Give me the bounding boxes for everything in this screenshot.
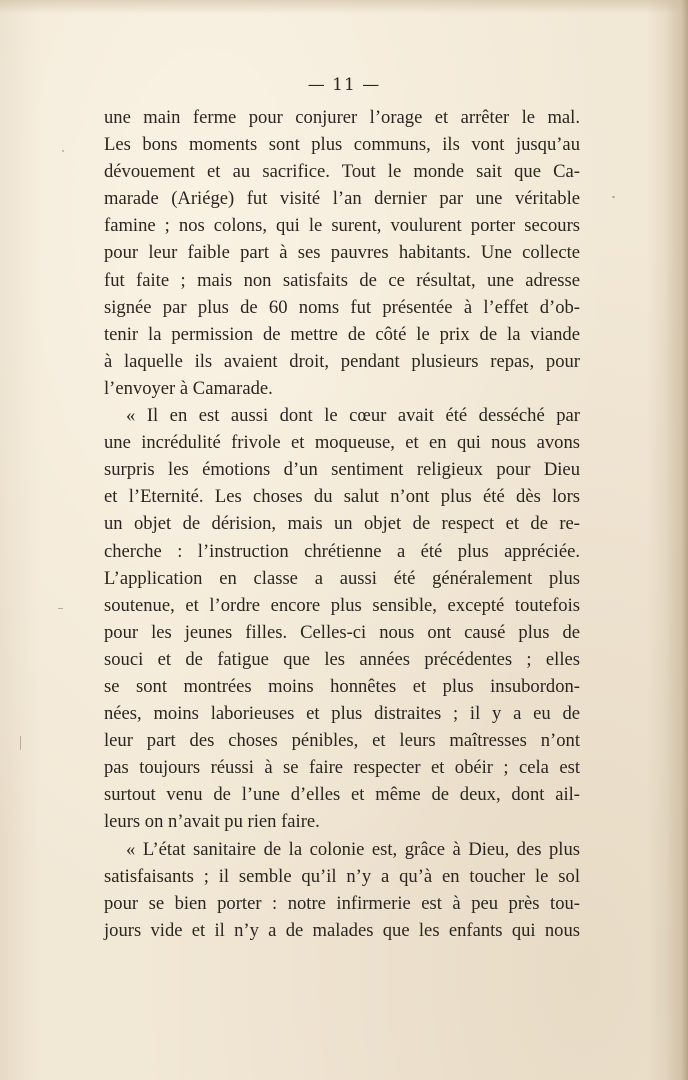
text-line: leurs on n’avait pu rien faire. bbox=[104, 811, 320, 833]
text-line: nées, moins laborieuses et plus distraites ; il y a eu de bbox=[104, 703, 580, 725]
text-line: pour leur faible part à ses pauvres habitants. Une collecte bbox=[104, 242, 580, 264]
text-line: jours vide et il n’y a de malades que les enfants qui nous bbox=[104, 919, 580, 941]
paragraph-start-line: « Il en est aussi dont le cœur avait été desséché par bbox=[126, 405, 580, 427]
text-line: Les bons moments sont plus communs, ils vont jusqu’au bbox=[104, 134, 580, 156]
text-line: une incrédulité frivole et moqueuse, et en qui nous avons bbox=[104, 432, 580, 454]
text-line: pas toujours réussi à se faire respecter et obéir ; cela est bbox=[104, 757, 580, 779]
text-line: surpris les émotions d’un sentiment religieux pour Dieu bbox=[104, 459, 580, 481]
paper-speck bbox=[20, 736, 21, 750]
text-line: dévouement et au sacrifice. Tout le monde sait que Ca- bbox=[104, 161, 580, 183]
text-line: cherche : l’instruction chrétienne a été plus appréciée. bbox=[104, 540, 580, 562]
text-line: se sont montrées moins honnêtes et plus insubordon- bbox=[104, 675, 580, 697]
paper-speck bbox=[62, 150, 64, 152]
text-line: signée par plus de 60 noms fut présentée à l’effet d’ob- bbox=[104, 296, 580, 318]
text-line: surtout venu de l’une d’elles et même de deux, dont ail- bbox=[104, 784, 580, 806]
text-line: fut faite ; mais non satisfaits de ce résultat, une adresse bbox=[104, 269, 580, 291]
text-line: souci et de fatigue que les années précédentes ; elles bbox=[104, 648, 580, 670]
page-top-edge-shadow bbox=[0, 0, 688, 14]
text-line: L’application en classe a aussi été généralement plus bbox=[104, 567, 580, 589]
text-line: soutenue, et l’ordre encore plus sensible, excepté toutefois bbox=[104, 594, 580, 616]
text-line: l’envoyer à Camarade. bbox=[104, 377, 273, 399]
text-line: marade (Ariége) fut visité l’an dernier par une véritable bbox=[104, 188, 580, 210]
text-line: leur part des choses pénibles, et leurs maîtresses n’ont bbox=[104, 730, 580, 752]
text-line: un objet de dérision, mais un objet de respect et de re- bbox=[104, 513, 580, 535]
page-right-edge-shadow bbox=[666, 0, 688, 1080]
text-line: à laquelle ils avaient droit, pendant plusieurs repas, pour bbox=[104, 350, 580, 372]
text-line: tenir la permission de mettre de côté le prix de la viande bbox=[104, 323, 580, 345]
paper-speck bbox=[58, 608, 63, 609]
paper-speck bbox=[612, 196, 615, 198]
paragraph-start-line: « L’état sanitaire de la colonie est, grâce à Dieu, des plus bbox=[126, 838, 580, 860]
text-line: et l’Eternité. Les choses du salut n’ont plus été dès lors bbox=[104, 486, 580, 508]
body-text bbox=[104, 104, 580, 944]
text-line: satisfaisants ; il semble qu’il n’y a qu’à en toucher le sol bbox=[104, 865, 580, 887]
text-line: pour les jeunes filles. Celles-ci nous ont causé plus de bbox=[104, 621, 580, 643]
text-line: famine ; nos colons, qui le surent, voulurent porter secours bbox=[104, 215, 580, 237]
page-number: — 11 — bbox=[307, 75, 381, 95]
text-line: pour se bien porter : notre infirmerie est à peu près tou- bbox=[104, 892, 580, 914]
text-line: une main ferme pour conjurer l’orage et arrêter le mal. bbox=[104, 107, 580, 128]
